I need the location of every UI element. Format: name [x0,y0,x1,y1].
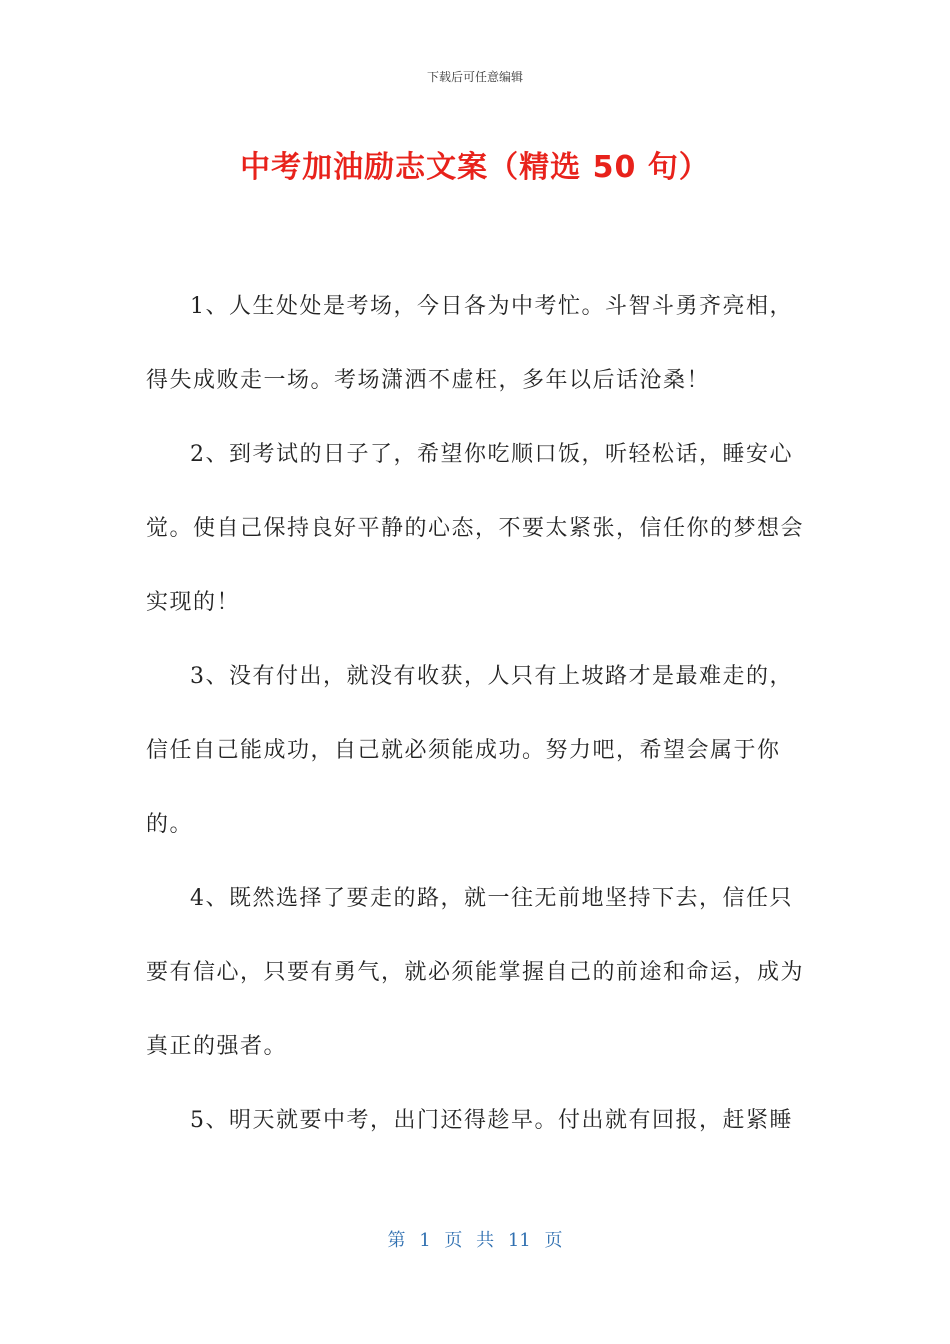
paragraph-4: 4、既然选择了要走的路，就一往无前地坚持下去，信任只要有信心，只要有勇气，就必须能掌握自己的前途和命运，成为真正的强者。 [146,886,805,1059]
document-title: 中考加油励志文案（精选 50 句） [240,150,710,185]
paragraph-5: 5、明天就要中考，出门还得趁早。付出就有回报，赶紧睡 [190,1108,793,1133]
page-number-footer: 第 1 页 共 11 页 [387,1230,563,1251]
paragraph-1: 1、人生处处是考场，今日各为中考忙。斗智斗勇齐亮相，得失成败走一场。考场潇洒不虚枉，多年以后话沧桑！ [146,294,793,393]
paragraph-2: 2、到考试的日子了，希望你吃顺口饭，听轻松话，睡安心觉。使自己保持良好平静的心态，不要太紧张，信任你的梦想会实现的！ [146,442,805,615]
header-note: 下载后可任意编辑 [426,70,523,84]
paragraph-3: 3、没有付出，就没有收获，人只有上坡路才是最难走的，信任自己能成功，自己就必须能成功。努力吧，希望会属于你的。 [146,664,793,837]
document-body [146,270,806,1158]
